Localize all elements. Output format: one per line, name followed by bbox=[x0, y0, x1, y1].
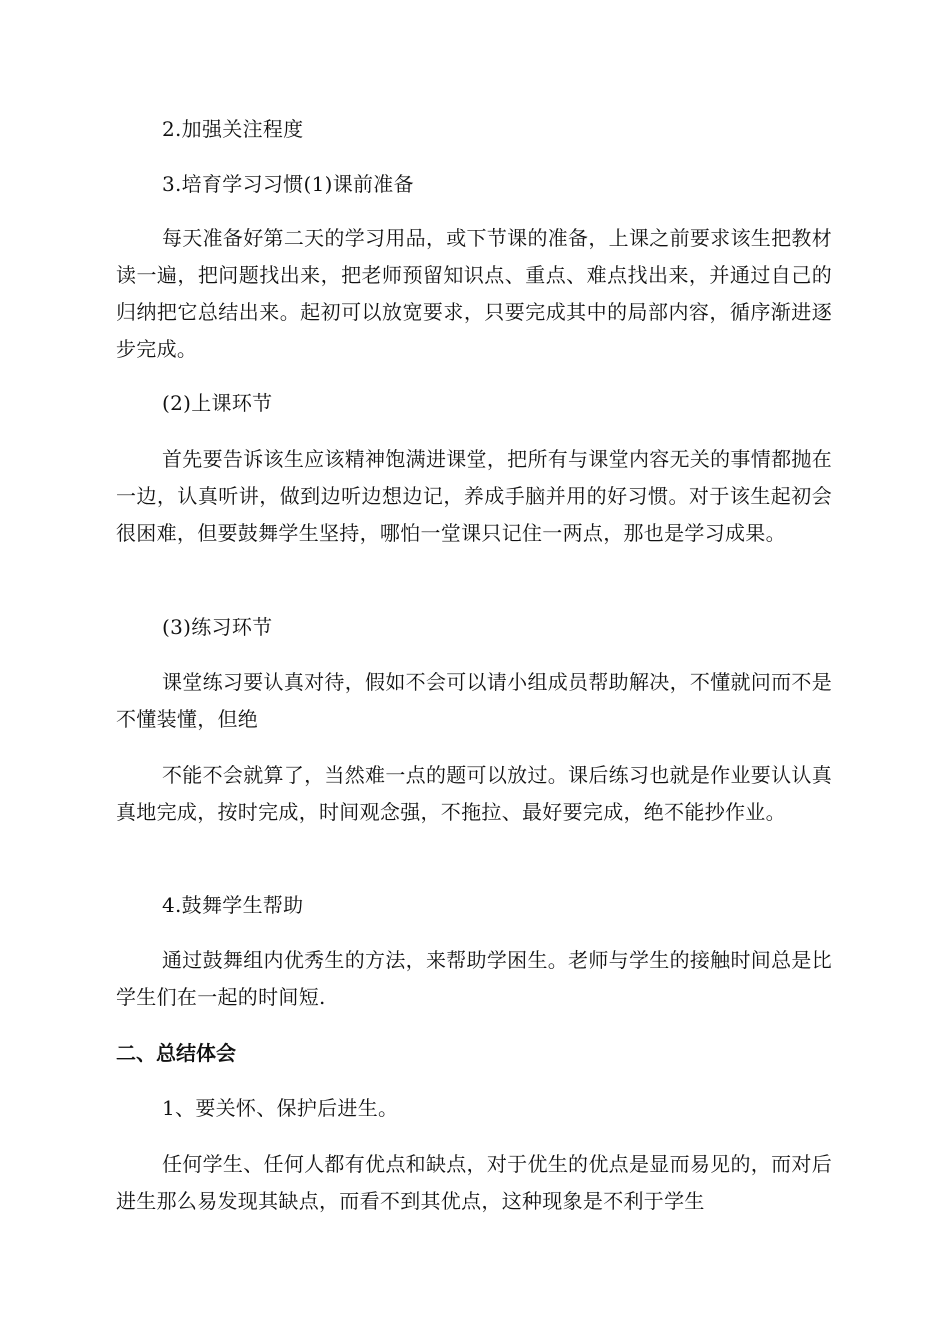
paragraph-prep: 每天准备好第二天的学习用品，或下节课的准备，上课之前要求该生把教材读一遍，把问题找出来，把老师预留知识点、重点、难点找出来，并通过自己的归纳把它总结出来。起初可以放宽要求，只要完成其中的局部内容，循序渐进逐步完成。 bbox=[116, 226, 832, 361]
paragraph-class-body: 首先要告诉该生应该精神饱满进课堂，把所有与课堂内容无关的事情都抛在一边，认真听讲，做到边听边想边记，养成手脑并用的好习惯。对于该生起初会很困难，但要鼓舞学生坚持，哪怕一堂课只记住一两点，那也是学习成果。 bbox=[116, 447, 832, 545]
paragraph-item-3: 3.培育学习习惯(1)课前准备 bbox=[162, 172, 414, 196]
paragraph-item-2: 2.加强关注程度 bbox=[162, 117, 304, 141]
paragraph-practice-body-2: 不能不会就算了，当然难一点的题可以放过。课后练习也就是作业要认认真真地完成，按时完成，时间观念强，不拖拉、最好要完成，绝不能抄作业。 bbox=[116, 763, 832, 824]
paragraph-item-4: 4.鼓舞学生帮助 bbox=[162, 893, 304, 917]
paragraph-strengths: 任何学生、任何人都有优点和缺点，对于优生的优点是显而易见的，而对后进生那么易发现其缺点，而看不到其优点，这种现象是不利于学生 bbox=[116, 1152, 832, 1213]
paragraph-class-heading: (2)上课环节 bbox=[162, 391, 273, 415]
paragraph-care: 1、要关怀、保护后进生。 bbox=[162, 1096, 399, 1120]
paragraph-practice-heading: (3)练习环节 bbox=[162, 615, 273, 639]
paragraph-help-body: 通过鼓舞组内优秀生的方法，来帮助学困生。老师与学生的接触时间总是比学生们在一起的时间短. bbox=[116, 948, 832, 1009]
section-heading-summary: 二、总结体会 bbox=[116, 1041, 236, 1065]
paragraph-practice-body-1: 课堂练习要认真对待，假如不会可以请小组成员帮助解决，不懂就问而不是不懂装懂，但绝 bbox=[116, 670, 832, 731]
